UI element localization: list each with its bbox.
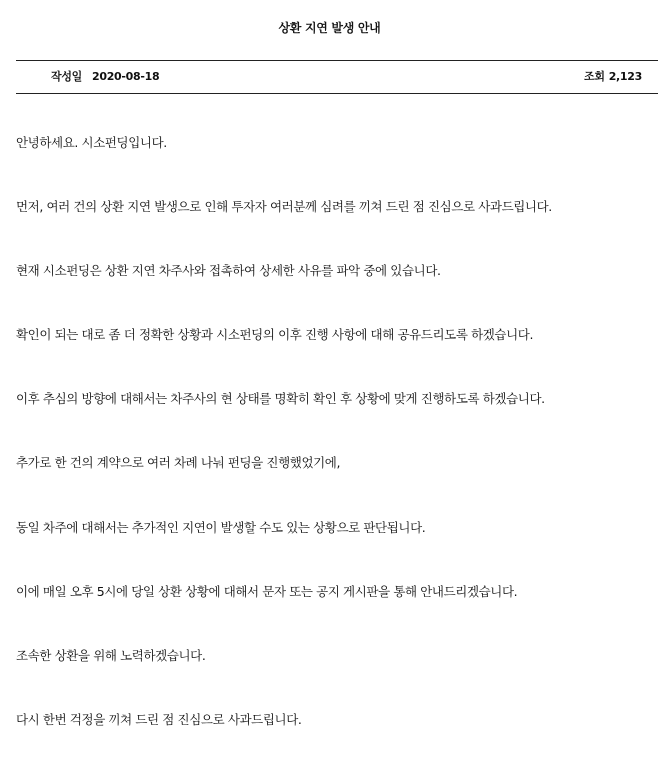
written-date: 2020-08-18 [91, 70, 160, 83]
written-date-label: 작성일 [51, 70, 82, 83]
paragraph-effort: 조속한 상환을 위해 노력하겠습니다. [16, 647, 206, 663]
paragraph-daily-update: 이에 매일 오후 5시에 당일 상환 상황에 대해서 문자 또는 공지 게시판을 통해 안내드리겠습니다. [16, 583, 518, 599]
paragraph-greeting: 안녕하세요. 시소펀딩입니다. [16, 135, 167, 150]
paragraph-collection: 이후 추심의 방향에 대해서는 차주사의 현 상태를 명확히 확인 후 상황에 맞게 진행하도록 하겠습니다. [16, 391, 545, 407]
view-count-info [584, 61, 642, 93]
written-info [51, 61, 159, 93]
paragraph-follow-up: 확인이 되는 대로 좀 더 정확한 상황과 시소펀딩의 이후 진행 사항에 대해 공유드리도록 하겠습니다. [16, 327, 534, 343]
paragraph-investigation: 현재 시소펀딩은 상환 지연 차주사와 접촉하여 상세한 사유를 파악 중에 있습니다. [16, 263, 441, 279]
paragraph-apology: 먼저, 여러 건의 상환 지연 발생으로 인해 투자자 여러분께 심려를 끼쳐 드린 점 진심으로 사과드립니다. [16, 199, 552, 215]
paragraph-closing-apology: 다시 한번 걱정을 끼쳐 드린 점 진심으로 사과드립니다. [16, 711, 302, 727]
paragraph-further-delay: 동일 차주에 대해서는 추가적인 지연이 발생할 수도 있는 상황으로 판단됩니다. [16, 519, 426, 535]
view-count-label: 조회 [584, 70, 605, 83]
notice-body [16, 133, 656, 774]
notice-title: 상환 지연 발생 안내 [278, 21, 381, 35]
view-count: 2,123 [608, 70, 642, 83]
notice-meta-bar [16, 60, 658, 94]
paragraph-additional: 추가로 한 건의 계약으로 여러 차례 나눠 펀딩을 진행했었기에, [16, 455, 341, 471]
